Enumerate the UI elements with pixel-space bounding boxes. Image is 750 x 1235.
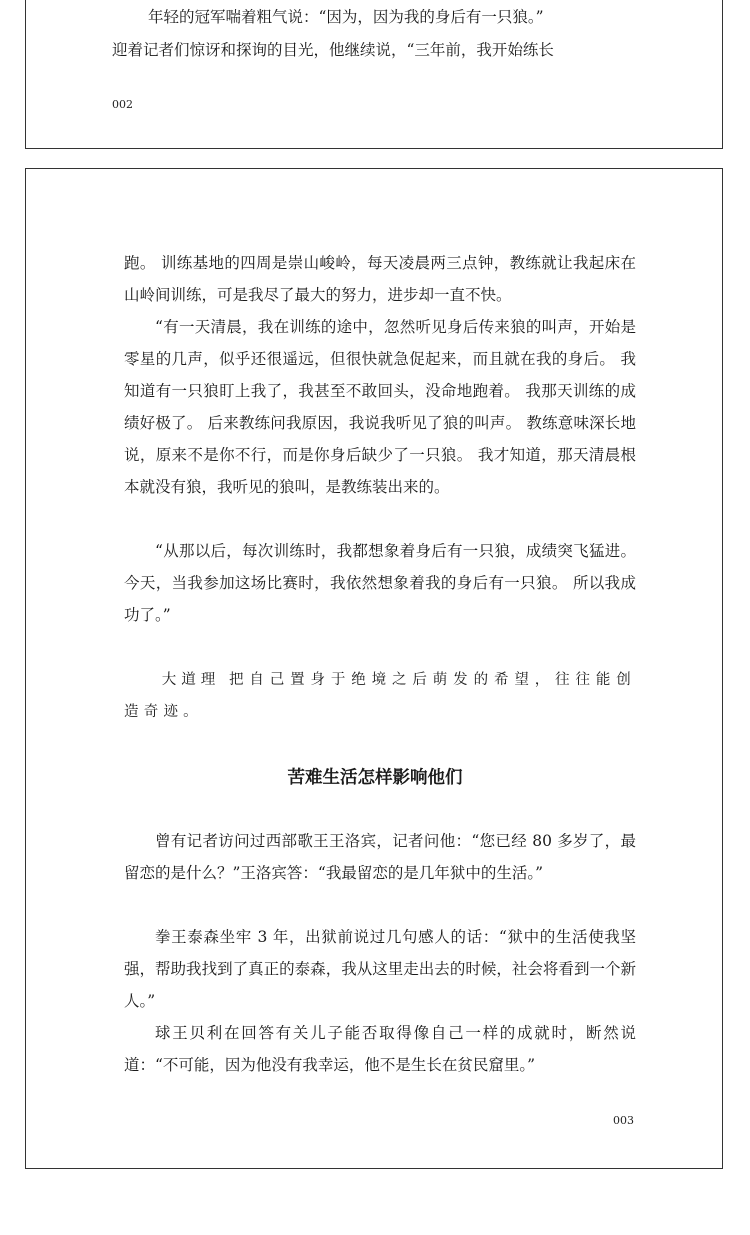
lesson-text: 把自己置身于绝境之后萌发的希望，往往能创造奇迹。 bbox=[124, 672, 636, 720]
page-number: 003 bbox=[613, 1114, 634, 1127]
lesson-note bbox=[124, 664, 636, 728]
paragraph: “从那以后，每次训练时，我都想象着身后有一只狼，成绩突飞猛进。 今天，当我参加这场比赛时，我依然想象着我的身后有一只狼。 所以我成功了。” bbox=[124, 542, 636, 624]
paragraph: “有一天清晨，我在训练的途中，忽然听见身后传来狼的叫声，开始是零星的几声，似乎还很遥远，但很快就急促起来，而且就在我的身后。 我知道有一只狼盯上我了，我甚至不敢回头，没命地跑着。 我那天训练的成绩好极了。 后来教练问我原因，我说我听见了狼的叫声。 教练意味深长地说，原来不是你不行，而是你身后缺少了一只狼。 我才知道，那天清晨根本就没有狼，我听见的狼叫，是教练装出来的。 bbox=[124, 318, 636, 496]
lesson-label: 大道理 bbox=[161, 672, 221, 688]
text-line: 年轻的冠军喘着粗气说：“因为，因为我的身后有一只狼。” bbox=[148, 8, 544, 26]
paragraph: 跑。 训练基地的四周是崇山峻岭，每天凌晨两三点钟，教练就让我起床在山岭间训练，可是我尽了最大的努力，进步却一直不快。 bbox=[124, 254, 636, 304]
paragraph: 拳王泰森坐牢 3 年，出狱前说过几句感人的话：“狱中的生活使我坚强，帮助我找到了真正的泰森，我从这里走出去的时候，社会将看到一个新人。” bbox=[124, 928, 636, 1010]
page-003 bbox=[25, 168, 723, 1169]
page-002 bbox=[25, 0, 723, 149]
paragraph: 曾有记者访问过西部歌王王洛宾，记者问他：“您已经 80 多岁了，最留恋的是什么？”王洛宾答：“我最留恋的是几年狱中的生活。” bbox=[124, 832, 636, 882]
paragraph: 球王贝利在回答有关儿子能否取得像自己一样的成就时，断然说道：“不可能，因为他没有我幸运，他不是生长在贫民窟里。” bbox=[124, 1024, 636, 1074]
page-number: 002 bbox=[112, 98, 133, 111]
text-line: 迎着记者们惊讶和探询的目光，他继续说，“三年前，我开始练长 bbox=[112, 41, 554, 59]
section-title: 苦难生活怎样影响他们 bbox=[287, 768, 463, 788]
